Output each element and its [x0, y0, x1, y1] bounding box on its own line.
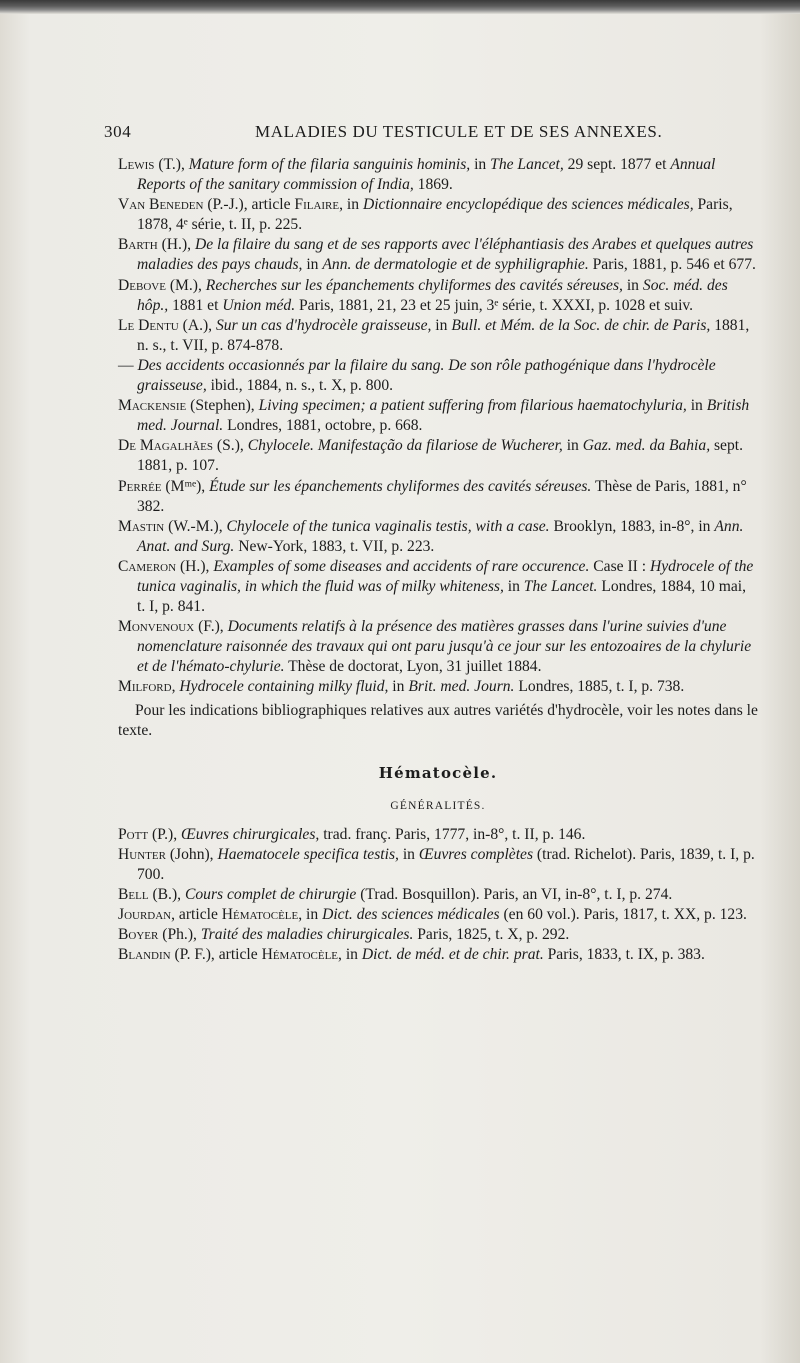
reference-author-detail: (P.-J.), article [203, 196, 295, 214]
reference-title: Recherches sur les épanchements chyliformes des cavités séreuses, [205, 276, 623, 294]
reference-title: Traité des maladies chirurgicales. [200, 926, 414, 944]
reference-author-detail: (T.), [154, 156, 189, 173]
reference-details: 1881 et [168, 296, 223, 314]
reference-journal: British med. Journal. [137, 397, 750, 435]
reference-entry [118, 276, 758, 316]
reference-author: Debove [118, 276, 166, 294]
reference-details-tertiary: Londres, 1884, 10 mai, t. I, p. 841. [137, 577, 746, 616]
reference-connector: in [388, 678, 409, 696]
reference-title-secondary: Annual Reports of the sanitary commission of India, [137, 156, 716, 194]
reference-author-detail: (John), [165, 846, 218, 863]
reference-details: Case II : [589, 557, 650, 575]
reference-article-word: Filaire [294, 196, 340, 214]
bibliography-content [118, 155, 758, 966]
reference-details: (en 60 vol.). Paris, 1817, t. XX, p. 123. [499, 906, 747, 924]
reference-connector: , in [339, 196, 363, 214]
reference-journal: Brit. med. Journ. [408, 678, 515, 696]
reference-details: Paris, 1878, 4ᵉ série, t. II, p. 225. [137, 196, 733, 234]
reference-connector: , in [298, 906, 323, 924]
reference-entry [118, 905, 758, 925]
reference-article-word: Hématocèle [221, 906, 299, 924]
reference-entry [118, 945, 758, 965]
reference-author: Le Dentu [118, 316, 179, 334]
reference-author: Monvenoux [118, 618, 195, 636]
bibliography-list-hydrocele [118, 155, 758, 698]
reference-entry [118, 356, 758, 396]
reference-author-detail: (B.), [148, 886, 185, 904]
reference-author: Milford [118, 678, 172, 696]
reference-author: Jourdan [118, 906, 172, 924]
reference-author: Mackensie [118, 397, 187, 415]
reference-author: Perrée [118, 477, 162, 495]
reference-journal: The Lancet, [490, 156, 564, 173]
page-number: 304 [104, 122, 132, 141]
reference-title: Chylocele of the tunica vaginalis testis, with a case. [226, 517, 550, 535]
reference-author-detail: (W.-M.), [164, 517, 227, 535]
reference-author: Hunter [118, 846, 166, 863]
reference-connector: in [562, 437, 583, 455]
reference-connector: in [302, 256, 323, 274]
reference-entry [118, 195, 758, 235]
reference-title: Chylocele. Manifestação da filariose de Wucherer, [247, 437, 563, 455]
reference-details: Paris, 1825, t. X, p. 292. [413, 926, 570, 944]
reference-details: Brooklyn, 1883, in-8°, in [549, 517, 715, 535]
reference-details: trad. franç. Paris, 1777, in-8°, t. II, p. 146. [319, 825, 586, 843]
reference-entry [118, 517, 758, 557]
reference-connector: in [686, 397, 707, 415]
scan-top-edge [0, 0, 800, 14]
reference-article-word: Hématocèle [261, 946, 339, 964]
reference-author-detail: , article [171, 906, 222, 924]
reference-author-detail: (M.), [165, 276, 206, 294]
reference-title: Étude sur les épanchements chyliformes des cavités séreuses. [209, 477, 592, 495]
reference-title: Œuvres chirurgicales, [181, 825, 320, 843]
reference-author-detail: (A.), [178, 316, 216, 334]
reference-author-detail: (F.), [194, 618, 228, 636]
bibliography-list-hematocele [118, 825, 758, 966]
reference-author-detail: , [171, 678, 180, 696]
reference-title: Haematocele specifica testis, [217, 846, 399, 863]
reference-details: (Trad. Bosquillon). Paris, an VI, in-8°, t. I, p. 274. [356, 886, 673, 904]
reference-details: (trad. Richelot). Paris, 1839, t. I, p. 700. [137, 846, 755, 884]
reference-details: Londres, 1885, t. I, p. 738. [514, 678, 685, 696]
reference-entry [118, 885, 758, 905]
reference-author: Bell [118, 886, 149, 904]
reference-author: Boyer [118, 926, 159, 944]
reference-title: Sur un cas d'hydrocèle graisseuse, [215, 316, 432, 334]
reference-details-secondary: Paris, 1881, 21, 23 et 25 juin, 3ᵉ série, t. XXXI, p. 1028 et suiv. [295, 296, 694, 314]
reference-title: Examples of some diseases and accidents of rare occurence. [213, 557, 590, 575]
section-title: Hématocèle. [378, 763, 498, 782]
reference-details-secondary: 1869. [413, 176, 453, 194]
reference-details-secondary: in [503, 577, 524, 595]
reference-title: Mature form of the filaria sanguinis hominis, [188, 156, 471, 173]
reference-author-detail: (P. F.), article [170, 946, 262, 964]
reference-details: Paris, 1833, t. IX, p. 383. [543, 946, 705, 964]
reference-connector: in [431, 316, 452, 334]
reference-title: Cours complet de chirurgie [184, 886, 357, 904]
reference-author-detail: (Stephen), [186, 397, 259, 415]
reference-connector: in [470, 156, 491, 173]
reference-title: De la filaire du sang et de ses rapports avec l'éléphantiasis des Arabes et quelques autres maladies des pays chauds, [137, 236, 754, 274]
reference-journal: Œuvres complètes [418, 846, 534, 863]
reference-details: sept. 1881, p. 107. [137, 437, 744, 475]
reference-title: Living specimen; a patient suffering from filarious haematochyluria, [258, 397, 687, 415]
reference-author: Mastin [118, 517, 165, 535]
reference-journal: Dict. de méd. et de chir. prat. [361, 946, 544, 964]
reference-details: 29 sept. 1877 et [563, 156, 671, 173]
reference-entry [118, 477, 758, 517]
reference-journal: Dict. des sciences médicales [322, 906, 500, 924]
reference-author: De Magalhães [118, 437, 214, 455]
reference-entry [118, 316, 758, 356]
reference-title: Documents relatifs à la présence des matières grasses dans l'urine suivies d'une nomenclature raisonnée des travaux qui ont paru jusqu'à ce jour sur les entozoaires de la chylurie et de l'hémato-chylurie. [137, 618, 752, 676]
reference-connector: in [398, 846, 419, 863]
reference-details: Thèse de doctorat, Lyon, 31 juillet 1884. [284, 658, 542, 676]
reference-author: Van Beneden [118, 196, 204, 214]
reference-author-detail: (H.), [157, 236, 195, 254]
reference-journal: Gaz. med. da Bahia, [582, 437, 711, 455]
reference-author-detail: — [118, 356, 138, 374]
reference-entry [118, 825, 758, 845]
reference-author-detail: (P.), [148, 825, 181, 843]
reference-entry [118, 235, 758, 275]
reference-title-secondary: Ann. Anat. and Surg. [137, 517, 744, 555]
reference-author-detail: (H.), [176, 557, 214, 575]
reference-title: Des accidents occasionnés par la filaire du sang. De son rôle pathogénique dans l'hydrocèle graisseuse, [137, 356, 716, 395]
reference-title-secondary: Union méd. [222, 296, 296, 314]
reference-author: Lewis [118, 156, 155, 173]
reference-connector: , in [338, 946, 362, 964]
reference-author: Pott [118, 825, 149, 843]
reference-title-secondary: Hydrocele of the tunica vaginalis, in which the fluid was of milky whiteness, [137, 557, 754, 595]
reference-details: Londres, 1881, octobre, p. 668. [223, 417, 423, 435]
reference-journal: Ann. de dermatologie et de syphiligraphie. [322, 256, 589, 274]
page-header [100, 122, 760, 146]
reference-entry [118, 436, 758, 476]
reference-details: Thèse de Paris, 1881, n° 382. [137, 477, 747, 515]
reference-entry [118, 925, 758, 945]
section-subtitle: GÉNÉRALITÉS. [390, 799, 486, 812]
reference-author: Barth [118, 236, 158, 254]
reference-journal: Bull. et Mém. de la Soc. de chir. de Paris, [451, 316, 711, 334]
reference-title-tertiary: The Lancet. [523, 577, 598, 595]
reference-author-detail: (Ph.), [158, 926, 201, 944]
reference-entry [118, 617, 758, 677]
reference-author-detail: (S.), [213, 437, 248, 455]
reference-author: Blandin [118, 946, 171, 964]
reference-author-detail: (Mᵐᵉ), [161, 477, 210, 495]
reference-author: Cameron [118, 557, 177, 575]
reference-journal: Dictionnaire encyclopédique des sciences médicales, [362, 196, 694, 214]
reference-entry [118, 845, 758, 885]
reference-details-secondary: New-York, 1883, t. VII, p. 223. [234, 537, 435, 555]
reference-details: Paris, 1881, p. 546 et 677. [588, 256, 756, 274]
reference-journal: Soc. méd. des hôp., [137, 276, 728, 314]
reference-title: Hydrocele containing milky fluid, [179, 678, 389, 696]
note-paragraph: Pour les indications bibliographiques relatives aux autres variétés d'hydrocèle, voir les notes dans le texte. [118, 701, 758, 739]
reference-connector: in [622, 276, 643, 294]
reference-details: 1881, n. s., t. VII, p. 874-878. [137, 316, 750, 354]
reference-entry [118, 155, 758, 195]
reference-entry [118, 677, 758, 697]
reference-entry [118, 557, 758, 617]
reference-details: ibid., 1884, n. s., t. X, p. 800. [206, 377, 394, 395]
running-title: MALADIES DU TESTICULE ET DE SES ANNEXES. [255, 122, 663, 141]
reference-entry [118, 396, 758, 436]
